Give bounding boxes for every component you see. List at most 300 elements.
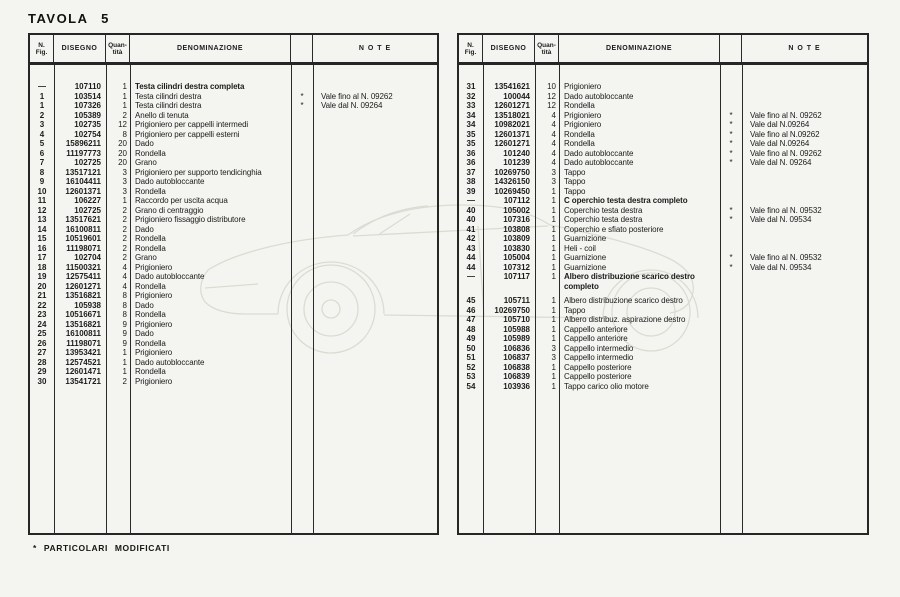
table-row: [30, 92, 437, 102]
modified-asterisk-cell: [291, 320, 313, 330]
disegno-number-cell: 105710: [503, 315, 530, 324]
quantity-cell: 4: [122, 262, 127, 272]
denomination-cell: Testa cilindri destra completa: [135, 82, 245, 91]
modified-asterisk-cell: [291, 120, 313, 130]
note-cell: [742, 234, 867, 244]
fig-number-cell: 52: [466, 362, 476, 372]
denomination-cell: Prigioniero: [564, 110, 602, 120]
table-row: [459, 253, 867, 263]
quantity-cell: 1: [551, 381, 556, 391]
note-cell: [742, 306, 867, 316]
disegno-number-cell: 10269450: [494, 186, 530, 196]
table-row: [30, 244, 437, 254]
disegno-number-cell: 107326: [74, 101, 101, 110]
modified-asterisk-cell: [291, 187, 313, 197]
table-row: [459, 149, 867, 159]
quantity-cell: 1: [122, 91, 127, 101]
fig-number-cell: 47: [466, 315, 476, 324]
modified-asterisk-cell: [720, 372, 742, 382]
parts-table-left: [28, 33, 439, 535]
quantity-cell: 4: [122, 281, 127, 291]
modified-asterisk-cell: [720, 315, 742, 325]
disegno-number-cell: 106837: [503, 353, 530, 362]
note-cell: [313, 215, 437, 225]
fig-number-cell: 13: [37, 215, 47, 224]
quantity-cell: 2: [122, 243, 127, 253]
modified-asterisk-cell: *: [729, 129, 733, 139]
table-row: [30, 149, 437, 159]
modified-asterisk-cell: [291, 310, 313, 320]
note-cell: Vale fino al N. 09262: [750, 148, 822, 158]
quantity-cell: 20: [118, 148, 127, 158]
note-cell: [313, 301, 437, 311]
quantity-cell: 1: [551, 324, 556, 334]
fig-number-cell: 50: [466, 343, 476, 353]
quantity-cell: 2: [122, 205, 127, 215]
header-note: N O T E: [788, 45, 821, 52]
table-row: [459, 158, 867, 168]
table-row: [459, 334, 867, 344]
denomination-cell: Albero distribuzione scarico destro completo: [564, 272, 695, 291]
fig-number-cell: 34: [466, 120, 476, 129]
fig-number-cell: 35: [466, 129, 476, 139]
disegno-number-cell: 107110: [74, 82, 101, 91]
modified-asterisk-cell: [720, 344, 742, 354]
quantity-cell: 1: [122, 367, 127, 376]
quantity-cell: 1: [122, 196, 127, 205]
fig-number-cell: 43: [466, 243, 476, 253]
modified-asterisk-cell: *: [729, 262, 733, 272]
fig-number-cell: 17: [37, 253, 47, 262]
fig-number-cell: 32: [466, 91, 476, 101]
denomination-cell: Tappo: [564, 167, 586, 177]
note-cell: [313, 358, 437, 368]
quantity-cell: 12: [547, 101, 556, 110]
disegno-number-cell: 103808: [503, 224, 530, 234]
note-cell: [742, 225, 867, 235]
disegno-number-cell: 105938: [74, 300, 101, 310]
disegno-number-cell: 12601371: [65, 186, 101, 196]
modified-asterisk-cell: [720, 296, 742, 306]
table-row: [459, 272, 867, 291]
disegno-number-cell: 101239: [503, 158, 530, 167]
denomination-cell: Rondella: [564, 101, 595, 110]
header-fig-line2: Fig.: [464, 48, 477, 56]
quantity-cell: 4: [551, 158, 556, 167]
denomination-cell: Prigioniero: [135, 291, 173, 300]
note-cell: [742, 296, 867, 306]
disegno-number-cell: 106836: [503, 343, 530, 353]
table-body: [459, 65, 867, 533]
denomination-cell: Rondella: [135, 148, 166, 158]
table-row: [30, 320, 437, 330]
modified-asterisk-cell: [291, 206, 313, 216]
quantity-cell: 4: [551, 129, 556, 139]
denomination-cell: Tappo: [564, 186, 586, 196]
quantity-cell: 4: [551, 110, 556, 120]
denomination-cell: Prigioniero per supporto tendicinghia: [135, 167, 262, 177]
denomination-cell: Tappo carico olio motore: [564, 381, 649, 391]
table-row: [30, 282, 437, 292]
modified-asterisk-cell: [720, 306, 742, 316]
denomination-cell: Grano di centraggio: [135, 205, 204, 215]
table-row: [30, 111, 437, 121]
fig-number-cell: 46: [466, 305, 476, 315]
note-cell: [313, 377, 437, 387]
fig-number-cell: 16: [37, 243, 47, 253]
disegno-number-cell: 100044: [503, 91, 530, 101]
table-row: [30, 263, 437, 273]
header-disegno: DISEGNO: [54, 35, 106, 62]
fig-number-cell: 49: [466, 334, 476, 343]
fig-number-cell: 29: [37, 367, 47, 376]
fig-number-cell: 2: [39, 110, 45, 120]
modified-asterisk-cell: [291, 130, 313, 140]
fig-number-cell: 30: [37, 376, 47, 386]
modified-asterisk-cell: [720, 382, 742, 392]
denomination-cell: Rondella: [135, 367, 166, 376]
denomination-cell: Prigioniero per cappelli esterni: [135, 129, 240, 139]
disegno-number-cell: 11197773: [66, 148, 101, 158]
quantity-cell: 1: [551, 262, 556, 272]
denomination-cell: C operchio testa destra completo: [564, 196, 688, 205]
fig-number-cell: 33: [466, 101, 476, 110]
quantity-cell: 1: [551, 215, 556, 224]
modified-asterisk-cell: [720, 244, 742, 254]
denomination-cell: Rondella: [135, 310, 166, 319]
modified-asterisk-cell: [720, 92, 742, 102]
quantity-cell: 3: [122, 186, 127, 196]
quantity-cell: 1: [551, 372, 556, 381]
disegno-number-cell: 106227: [74, 196, 101, 205]
modified-asterisk-cell: *: [300, 101, 304, 110]
denomination-cell: Grano: [135, 158, 157, 167]
denomination-cell: Albero distribuz. aspirazione destro: [564, 315, 686, 324]
disegno-number-cell: 105389: [74, 110, 101, 120]
quantity-cell: 1: [122, 82, 127, 91]
denomination-cell: Dado autobloccante: [135, 357, 205, 367]
table-header-row: [459, 35, 867, 65]
table-row: [30, 120, 437, 130]
fig-number-cell: 36: [466, 148, 476, 158]
table-row: [459, 344, 867, 354]
header-denominazione: DENOMINAZIONE: [130, 35, 291, 62]
fig-number-cell: 10: [37, 186, 47, 196]
note-cell: Vale dal N.09264: [750, 139, 810, 148]
header-asterisk-column: [291, 35, 313, 62]
quantity-cell: 1: [122, 357, 127, 367]
modified-asterisk-cell: [291, 377, 313, 387]
denomination-cell: Coperchio testa destra: [564, 215, 643, 224]
disegno-number-cell: 10269750: [494, 167, 530, 177]
modified-asterisk-cell: [291, 234, 313, 244]
note-cell: [313, 291, 437, 301]
table-row: [30, 215, 437, 225]
modified-asterisk-cell: [291, 158, 313, 168]
quantity-cell: 1: [551, 296, 556, 305]
modified-asterisk-cell: [291, 111, 313, 121]
note-cell: [742, 244, 867, 254]
table-row: [30, 358, 437, 368]
fig-number-cell: 24: [37, 319, 47, 329]
note-cell: [313, 149, 437, 159]
disegno-number-cell: 10519601: [65, 234, 101, 243]
fig-number-cell: 11: [37, 196, 47, 205]
modified-asterisk-cell: *: [729, 158, 733, 167]
header-asterisk-column: [720, 35, 742, 62]
note-cell: [742, 168, 867, 178]
quantity-cell: 12: [118, 120, 127, 129]
note-cell: [742, 363, 867, 373]
fig-number-cell: 35: [466, 139, 476, 148]
fig-number-cell: —: [467, 196, 475, 205]
fig-number-cell: 1: [39, 91, 45, 101]
disegno-number-cell: 107312: [503, 262, 530, 272]
table-row: [459, 353, 867, 363]
table-row: [30, 377, 437, 387]
table-row: [30, 291, 437, 301]
fig-number-cell: 4: [39, 129, 45, 139]
note-cell: [313, 329, 437, 339]
note-cell: [313, 168, 437, 178]
disegno-number-cell: 105002: [503, 205, 530, 215]
quantity-cell: 20: [118, 158, 127, 167]
header-fig: [30, 35, 54, 62]
quantity-cell: 8: [122, 310, 127, 319]
modified-asterisk-cell: *: [729, 110, 733, 120]
disegno-number-cell: 12601271: [494, 101, 530, 110]
table-row: [459, 244, 867, 254]
header-fig-line1: N.: [38, 41, 45, 49]
modified-asterisk-cell: [720, 168, 742, 178]
fig-number-cell: 8: [39, 167, 45, 177]
disegno-number-cell: 16100811: [65, 224, 101, 234]
table-row: [459, 168, 867, 178]
table-row: [459, 306, 867, 316]
note-cell: [313, 130, 437, 140]
modified-asterisk-cell: *: [300, 91, 304, 101]
denomination-cell: Cappello intermedio: [564, 343, 634, 353]
table-row: [459, 130, 867, 140]
quantity-cell: 1: [551, 224, 556, 234]
table-row: [459, 101, 867, 111]
disegno-number-cell: 103936: [503, 381, 530, 391]
quantity-cell: 2: [122, 215, 127, 224]
modified-asterisk-cell: [291, 196, 313, 206]
fig-number-cell: 18: [37, 262, 47, 272]
fig-number-cell: 37: [466, 167, 476, 177]
disegno-number-cell: 107316: [503, 215, 530, 224]
denomination-cell: Prigioniero: [564, 120, 602, 129]
disegno-number-cell: 10269750: [494, 305, 530, 315]
table-row: [459, 263, 867, 273]
note-cell: [313, 196, 437, 206]
modified-asterisk-cell: [720, 187, 742, 197]
disegno-number-cell: 103809: [503, 234, 530, 243]
table-row: [459, 187, 867, 197]
quantity-cell: 1: [551, 234, 556, 243]
disegno-number-cell: 107117: [503, 272, 530, 281]
denomination-cell: Cappello intermedio: [564, 353, 634, 362]
table-row: [30, 82, 437, 92]
table-row: [459, 234, 867, 244]
table-row: [459, 111, 867, 121]
table-row: [30, 168, 437, 178]
table-row: [30, 139, 437, 149]
disegno-number-cell: 10982021: [494, 120, 530, 129]
note-cell: Vale dal N. 09534: [750, 262, 812, 272]
denomination-cell: Cappello anteriore: [564, 334, 628, 343]
fig-number-cell: 7: [39, 158, 45, 167]
denomination-cell: Dado autobloccante: [135, 272, 205, 281]
quantity-cell: 1: [551, 196, 556, 205]
fig-number-cell: 44: [466, 262, 476, 272]
quantity-cell: 1: [551, 362, 556, 372]
quantity-cell: 1: [551, 272, 556, 281]
note-cell: Vale fino al N.09262: [750, 129, 820, 139]
disegno-number-cell: 102725: [74, 205, 101, 215]
note-cell: [742, 101, 867, 111]
table-row: [459, 215, 867, 225]
table-row: [30, 158, 437, 168]
fig-number-cell: 15: [37, 234, 47, 243]
denomination-cell: Guarnizione: [564, 253, 607, 262]
fig-number-cell: 39: [466, 186, 476, 196]
modified-asterisk-cell: [291, 244, 313, 254]
fig-number-cell: 38: [466, 177, 476, 186]
disegno-number-cell: 13518021: [494, 110, 530, 120]
disegno-number-cell: 103514: [74, 91, 101, 101]
disegno-number-cell: 102754: [74, 129, 101, 139]
header-disegno: DISEGNO: [483, 35, 535, 62]
note-cell: [313, 282, 437, 292]
modified-asterisk-cell: [720, 353, 742, 363]
note-cell: [313, 206, 437, 216]
quantity-cell: 4: [122, 272, 127, 281]
denomination-cell: Testa cilindri destra: [135, 91, 202, 101]
quantity-cell: 2: [122, 253, 127, 262]
modified-asterisk-cell: *: [729, 205, 733, 215]
modified-asterisk-cell: [720, 334, 742, 344]
quantity-cell: 4: [551, 120, 556, 129]
disegno-number-cell: 106839: [503, 372, 530, 381]
page-title: TAVOLA 5: [28, 11, 110, 26]
modified-asterisk-cell: [720, 82, 742, 92]
fig-number-cell: 5: [39, 139, 45, 148]
note-cell: Vale dal N. 09534: [750, 215, 812, 224]
modified-asterisk-cell: [291, 139, 313, 149]
fig-number-cell: 28: [37, 357, 47, 367]
disegno-number-cell: 12601271: [494, 139, 530, 148]
denomination-cell: Heli - coil: [564, 243, 596, 253]
fig-number-cell: 45: [466, 296, 476, 305]
fig-number-cell: 19: [37, 272, 47, 281]
fig-number-cell: 14: [37, 224, 47, 234]
fig-number-cell: 54: [466, 381, 476, 391]
denomination-cell: Prigioniero: [564, 82, 602, 91]
denomination-cell: Rondella: [135, 186, 166, 196]
note-cell: Vale fino al N. 09262: [750, 110, 822, 120]
quantity-cell: 9: [122, 329, 127, 338]
fig-number-cell: 12: [37, 205, 47, 215]
denomination-cell: Prigioniero: [135, 376, 173, 386]
modified-asterisk-cell: [720, 363, 742, 373]
table-row: [30, 234, 437, 244]
disegno-number-cell: 106838: [503, 362, 530, 372]
quantity-cell: 8: [122, 300, 127, 310]
disegno-number-cell: 13516821: [65, 319, 101, 329]
note-cell: [313, 158, 437, 168]
note-cell: [313, 348, 437, 358]
table-row: [459, 315, 867, 325]
disegno-number-cell: 11500321: [65, 262, 101, 272]
fig-number-cell: 1: [39, 101, 45, 110]
fig-number-cell: —: [38, 82, 46, 91]
modified-asterisk-cell: [291, 149, 313, 159]
denomination-cell: Prigioniero fissaggio distributore: [135, 215, 246, 224]
quantity-cell: 3: [122, 177, 127, 186]
denomination-cell: Tappo: [564, 305, 586, 315]
note-cell: Vale dal N. 09264: [750, 158, 812, 167]
quantity-cell: 3: [551, 167, 556, 177]
fig-number-cell: 31: [466, 82, 476, 91]
quantity-cell: 1: [551, 205, 556, 215]
denomination-cell: Dado: [135, 329, 154, 338]
disegno-number-cell: 101240: [503, 148, 530, 158]
note-cell: [313, 272, 437, 282]
note-cell: [742, 196, 867, 206]
denomination-cell: Tappo: [564, 177, 586, 186]
header-fig: [459, 35, 483, 62]
disegno-number-cell: 12601271: [65, 281, 101, 291]
table-row: [30, 310, 437, 320]
fig-number-cell: 42: [466, 234, 476, 243]
quantity-cell: 3: [551, 343, 556, 353]
disegno-number-cell: 12601471: [65, 367, 101, 376]
note-cell: [313, 187, 437, 197]
fig-number-cell: 34: [466, 110, 476, 120]
fig-number-cell: 41: [466, 224, 476, 234]
disegno-number-cell: 13517121: [65, 167, 101, 177]
note-cell: Vale fino al N. 09532: [750, 205, 822, 215]
modified-asterisk-cell: [291, 282, 313, 292]
denomination-cell: Testa cilindri destra: [135, 101, 202, 110]
denomination-cell: Rondella: [564, 139, 595, 148]
note-cell: [313, 120, 437, 130]
disegno-number-cell: 12574521: [65, 357, 101, 367]
table-row: [459, 363, 867, 373]
disegno-number-cell: 14326150: [494, 177, 530, 186]
parts-table-right: [457, 33, 869, 535]
modified-asterisk-cell: [291, 329, 313, 339]
modified-asterisk-cell: [720, 234, 742, 244]
quantity-cell: 1: [551, 334, 556, 343]
disegno-number-cell: 13541621: [494, 82, 530, 91]
denomination-cell: Grano: [135, 253, 157, 262]
denomination-cell: Cappello posteriore: [564, 362, 632, 372]
note-cell: [742, 353, 867, 363]
denomination-cell: Dado: [135, 224, 154, 234]
note-cell: [742, 344, 867, 354]
disegno-number-cell: 11198071: [66, 243, 101, 253]
note-cell: [313, 234, 437, 244]
fig-number-cell: 26: [37, 338, 47, 348]
table-row: [30, 348, 437, 358]
note-cell: Vale dal N. 09264: [321, 101, 383, 110]
disegno-number-cell: 13953421: [65, 348, 101, 357]
modified-asterisk-cell: *: [729, 148, 733, 158]
denomination-cell: Dado: [135, 139, 154, 148]
